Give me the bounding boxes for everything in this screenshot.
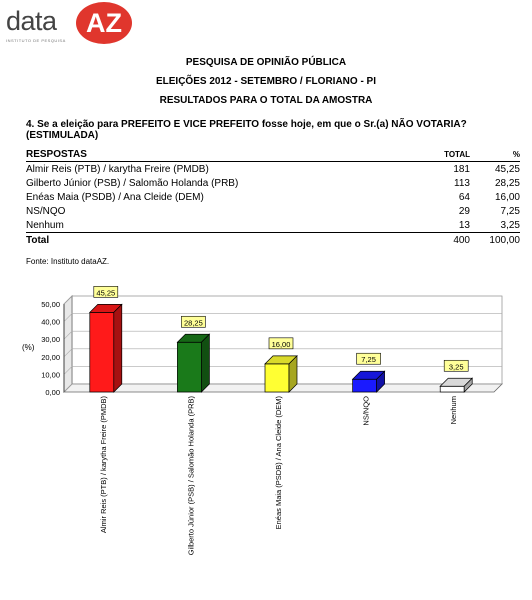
x-tick-label: NS/NQO xyxy=(361,396,371,426)
logo-tagline: INSTITUTO DE PESQUISA xyxy=(6,38,66,43)
bar-front xyxy=(353,379,377,392)
table-row xyxy=(26,162,520,177)
data-label: 45,25 xyxy=(96,288,116,298)
row-total: 29 xyxy=(458,205,470,217)
y-tick-label: 30,00 xyxy=(41,335,60,345)
bar-front xyxy=(90,312,114,392)
x-tick-label: Gilberto Júnior (PSB) / Salomão Holanda (PRB) xyxy=(186,396,196,556)
row-label: NS/NQO xyxy=(26,205,66,217)
x-tick-label: Enéas Maia (PSDB) / Ana Cleide (DEM) xyxy=(274,396,283,530)
report-subtitle: ELEIÇÕES 2012 - SETEMBRO / FLORIANO - PI xyxy=(155,76,377,87)
row-total: 13 xyxy=(458,219,470,231)
plot-side-wall xyxy=(64,296,72,392)
total-percent: 100,00 xyxy=(470,233,520,249)
row-percent: 16,00 xyxy=(494,191,520,203)
header-total: TOTAL xyxy=(420,148,470,162)
report-title: PESQUISA DE OPINIÃO PÚBLICA xyxy=(185,57,347,68)
logo-badge: AZ xyxy=(76,2,132,44)
report-scope: RESULTADOS PARA O TOTAL DA AMOSTRA xyxy=(159,95,373,106)
bar-front xyxy=(265,364,289,392)
bar-side xyxy=(201,334,209,392)
x-tick-label: Almir Reis (PTB) / karytha Freire (PMDB) xyxy=(98,396,108,534)
logo xyxy=(6,2,136,46)
source-note: Fonte: Instituto dataAZ. xyxy=(26,257,110,266)
data-label: 16,00 xyxy=(271,339,291,349)
row-percent: 28,25 xyxy=(494,177,520,189)
y-axis-label: (%) xyxy=(22,343,35,352)
data-label: 7,25 xyxy=(361,355,376,365)
results-table xyxy=(26,148,520,248)
total-label: Total xyxy=(26,233,420,249)
header-answers: RESPOSTAS xyxy=(26,148,420,162)
y-tick-label: 20,00 xyxy=(41,352,60,362)
table-total-row xyxy=(26,233,520,249)
bar-front xyxy=(440,386,464,392)
row-label: Gilberto Júnior (PSB) / Salomão Holanda (PRB) xyxy=(26,177,239,189)
row-label: Enéas Maia (PSDB) / Ana Cleide (DEM) xyxy=(26,191,204,203)
header-percent: % xyxy=(470,148,520,162)
data-label: 3,25 xyxy=(448,362,464,372)
y-tick-label: 40,00 xyxy=(41,317,60,327)
question-text: 4. Se a eleição para PREFEITO E VICE PREFEITO fosse hoje, em que o Sr.(a) NÃO VOTARIA?(ESTIMULADA) xyxy=(26,119,467,141)
bar-chart xyxy=(0,280,532,580)
logo-prefix: data xyxy=(6,6,57,36)
table-row xyxy=(26,176,520,190)
row-label: Almir Reis (PTB) / karytha Freire (PMDB) xyxy=(26,163,209,175)
y-tick-label: 50,00 xyxy=(41,300,60,309)
row-total: 181 xyxy=(453,163,470,175)
bar-side xyxy=(114,304,122,392)
table-row xyxy=(26,190,520,204)
data-label: 28,25 xyxy=(184,318,203,328)
total-count: 400 xyxy=(420,233,470,249)
table-row xyxy=(26,218,520,233)
row-total: 113 xyxy=(454,177,470,189)
table-header-row xyxy=(26,148,520,162)
table-row xyxy=(26,204,520,218)
row-percent: 45,25 xyxy=(494,163,520,175)
y-tick-label: 10,00 xyxy=(41,370,60,380)
row-percent: 3,25 xyxy=(500,219,520,231)
y-tick-label: 0,00 xyxy=(45,388,60,397)
x-tick-label: Nenhum xyxy=(449,396,459,425)
row-label: Nenhum xyxy=(26,219,64,231)
row-total: 64 xyxy=(458,191,470,203)
bar-front xyxy=(177,342,201,392)
row-percent: 7,25 xyxy=(500,205,520,217)
